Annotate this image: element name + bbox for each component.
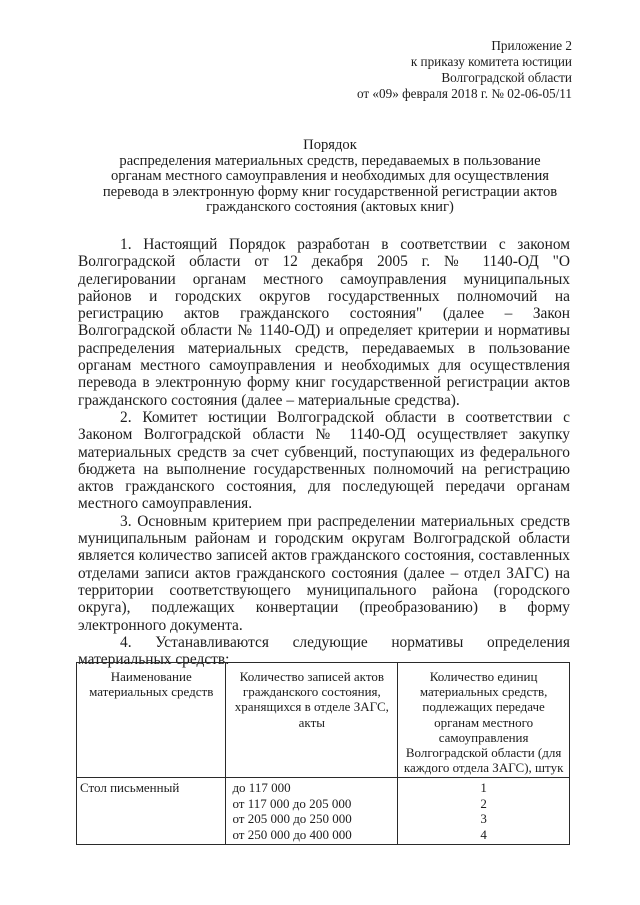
header-units-count: Количество единиц материальных средств, подлежащих передаче органам местного самоуправления Волгоградской области (для каждого отдела ЗАГС), штук <box>398 663 570 778</box>
appendix-order-ref: к приказу комитета юстиции <box>410 54 572 69</box>
range-value: от 117 000 до 205 000 <box>232 795 352 811</box>
title-heading: Порядок <box>303 137 357 153</box>
header-records-count: Количество записей актов гражданского состояния, хранящихся в отделе ЗАГС, акты <box>226 663 398 778</box>
appendix-order-date: от «09» февраля 2018 г. № 02-06-05/11 <box>356 86 572 101</box>
norms-table <box>76 662 570 845</box>
count-value: 3 <box>480 811 487 827</box>
appendix-region: Волгоградской области <box>441 70 572 85</box>
paragraph-4-start: 4. Устанавливаются следующие нормативы определения <box>120 633 570 651</box>
title-line: органам местного самоуправления и необходимых для осуществления <box>110 168 550 185</box>
title-line: перевода в электронную форму книг государственной регистрации актов <box>102 183 558 200</box>
cell-records-ranges <box>226 778 398 845</box>
count-value: 4 <box>480 826 487 842</box>
paragraph-4-end: материальных средств: <box>78 651 230 669</box>
cell-units-counts <box>398 778 570 845</box>
paragraph-1: 1. Настоящий Порядок разработан в соответствии с законом Волгоградской области от 12 декабря 2005 г. № 1140-ОД "О делегировании органам местного самоуправления муниципальных районов и городских округов государственных полномочий на регистрацию актов гражданского состояния" (далее – Закон Волгоградской области № 1140-ОД) и определяет критерии и нормативы распределения материальных средств, передаваемых в пользование органам местного самоуправления и необходимых для осуществления перевода в электронную форму книг государственной регистрации актов гражданского состояния (далее – материальные средства). <box>78 236 570 409</box>
range-value: до 117 000 <box>232 780 291 796</box>
table-header-row <box>77 663 570 778</box>
table-row <box>77 778 570 845</box>
title-line: гражданского состояния (актовых книг) <box>206 199 454 216</box>
paragraph-2: 2. Комитет юстиции Волгоградской области в соответствии с Законом Волгоградской области № 1140-ОД осуществляет закупку материальных средств за счет субвенций, поступающих из федерального бюджета на выполнение государственных полномочий на регистрацию актов гражданского состояния, для последующей передачи органам местного самоуправления. <box>78 408 570 513</box>
document-title <box>100 138 560 216</box>
header-item-name: Наименование материальных средств <box>77 663 226 778</box>
paragraph-3: 3. Основным критерием при распределении материальных средств муниципальным районам и городским округам Волгоградской области является количество записей актов гражданского состояния, составленных отделами записи актов гражданского состояния (далее – отдел ЗАГС) на территории соответствующего муниципального района (городского округа), подлежащих конвертации (преобразованию) в форму электронного документа. <box>78 512 570 634</box>
appendix-number: Приложение 2 <box>491 38 572 53</box>
title-line: распределения материальных средств, передаваемых в пользование <box>119 152 541 169</box>
count-value: 2 <box>480 795 487 811</box>
cell-item-name: Стол письменный <box>77 778 226 845</box>
range-value: от 205 000 до 250 000 <box>232 811 352 827</box>
appendix-header <box>357 38 572 102</box>
range-value: от 250 000 до 400 000 <box>232 826 352 842</box>
document-body <box>78 236 570 668</box>
count-value: 1 <box>480 780 487 796</box>
